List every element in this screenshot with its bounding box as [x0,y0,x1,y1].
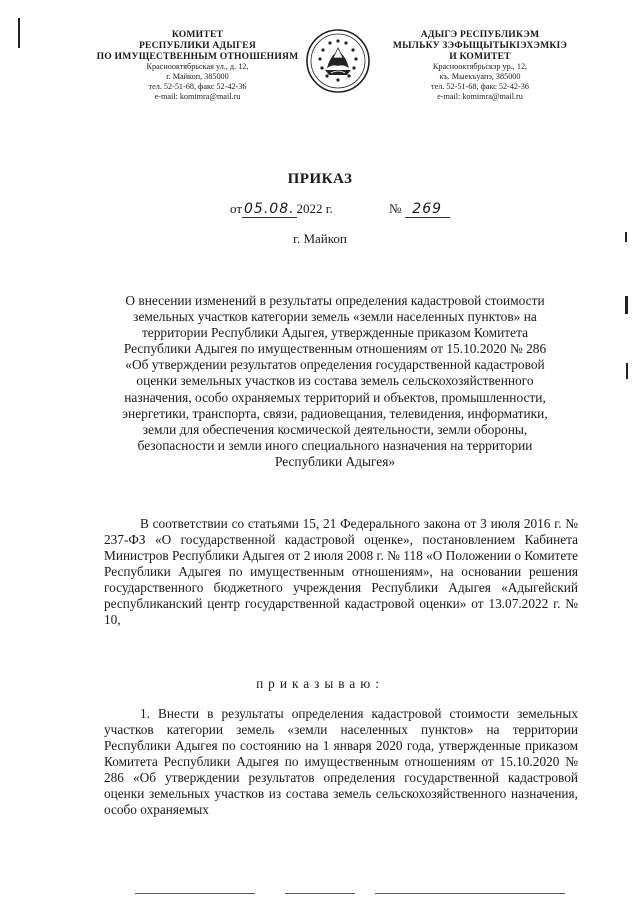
scan-edge-line [285,893,355,894]
subject-line: «Об утверждении результатов определения государственной кадастровой [125,357,545,373]
coat-of-arms-adygea-icon [303,28,373,94]
contact-ady-address: Краснооктябрьскэр ур., 12, [432,62,528,71]
order-subject [95,293,575,470]
order-number [389,201,450,218]
order-date [230,201,333,218]
date-prefix: от [230,201,243,216]
subject-line: оценки земельных участков из состава земель сельскохозяйственного [136,373,534,389]
number-prefix: № [389,201,402,216]
subject-line: О внесении изменений в результаты определения кадастровой стоимости [125,293,545,308]
org-name-ady-line-3: И КОМИТЕТ [449,51,511,62]
contact-ady-email: e-mail: komimra@mail.ru [437,92,523,101]
scan-artifact-mark [18,18,20,48]
handwritten-date: 05.08. [244,201,295,217]
subject-line: энергетики, транспорта, связи, радиовещания, телевидения, информатики, [122,405,548,421]
subject-line: земли для обеспечения космической деятельности, земли обороны, [142,421,528,437]
contact-ru-city: г. Майкоп, 385000 [166,72,229,81]
subject-line: земельных участков категории земель «земли населенных пунктов» на [133,309,537,325]
handwritten-number: 269 [405,201,450,218]
scan-artifact-mark [626,363,628,379]
scan-edge-line [135,893,255,894]
scan-artifact-mark [625,296,628,314]
subject-line: территории Республики Адыгея, утвержденные приказом Комитета [141,325,529,341]
contact-ady-city: къ. Мыекъуапэ, 385000 [439,72,521,81]
subject-line: Республики Адыгея» [274,453,396,469]
date-suffix: 2022 г. [296,201,333,216]
header-left-block [90,29,305,102]
subject-line: Республики Адыгея по имущественным отношениям от 15.10.2020 № 286 [123,341,547,357]
item-1-paragraph: 1. Внести в результаты определения кадастровой стоимости земельных участков категории земель «земли населенных пунктов» на территории Республики Адыгея по состоянию на 1 января 2020 года, утвержденные приказом Комитета Республики Адыгея по имущественным отношениям от 15.10.2020 № 286 «Об утверждении результатов определения государственной кадастровой оценки земельных участков из состава земель сельскохозяйственного назначения, особо охраняемых [104,706,578,817]
preamble-paragraph: В соответствии со статьями 15, 21 Федерального закона от 3 июля 2016 г. № 237-ФЗ «О государственной кадастровой оценке», постановлением Кабинета Министров Республики Адыгея от 2 июля 2008 г. № 118 «О Положении о Комитете Республики Адыгея по имущественным отношениям», на основании решения государственного бюджетного учреждения Республики Адыгея «Адыгейский республиканский центр государственной кадастровой оценки» от 13.07.2022 г. № 10, [104,516,578,627]
city-line: г. Майкоп [293,231,347,246]
document-title: ПРИКАЗ [287,171,353,187]
org-name-ady-line-2: МЫЛЬКУ ЗЭФЫЩЫТЫКІЭХЭМКІЭ [392,40,568,51]
order-word: приказываю: [256,676,384,691]
header-right-block [375,29,585,102]
contact-ady-phone: тел. 52-51-68, факс 52-42-36 [431,82,529,91]
contact-ru-phone: тел. 52-51-68, факс 52-42-36 [148,82,247,91]
scan-edge-line [375,893,565,894]
subject-line: безопасности и земли иного специального назначения на территории [137,437,533,453]
org-name-ru-line-3: ПО ИМУЩЕСТВЕННЫМ ОТНОШЕНИЯМ [96,51,299,62]
scan-artifact-mark [625,232,627,242]
org-name-ru-line-1: КОМИТЕТ [171,29,224,40]
org-name-ru-line-2: РЕСПУБЛИКИ АДЫГЕЯ [138,40,256,51]
org-name-ady-line-1: АДЫГЭ РЕСПУБЛИКЭМ [420,29,540,40]
subject-line: назначения, особо охраняемых территорий и объектов, промышленности, [124,389,546,405]
contact-ru-email: e-mail: komimra@mail.ru [154,92,241,101]
contact-ru-address: Краснооктябрьская ул., д. 12, [146,62,249,71]
